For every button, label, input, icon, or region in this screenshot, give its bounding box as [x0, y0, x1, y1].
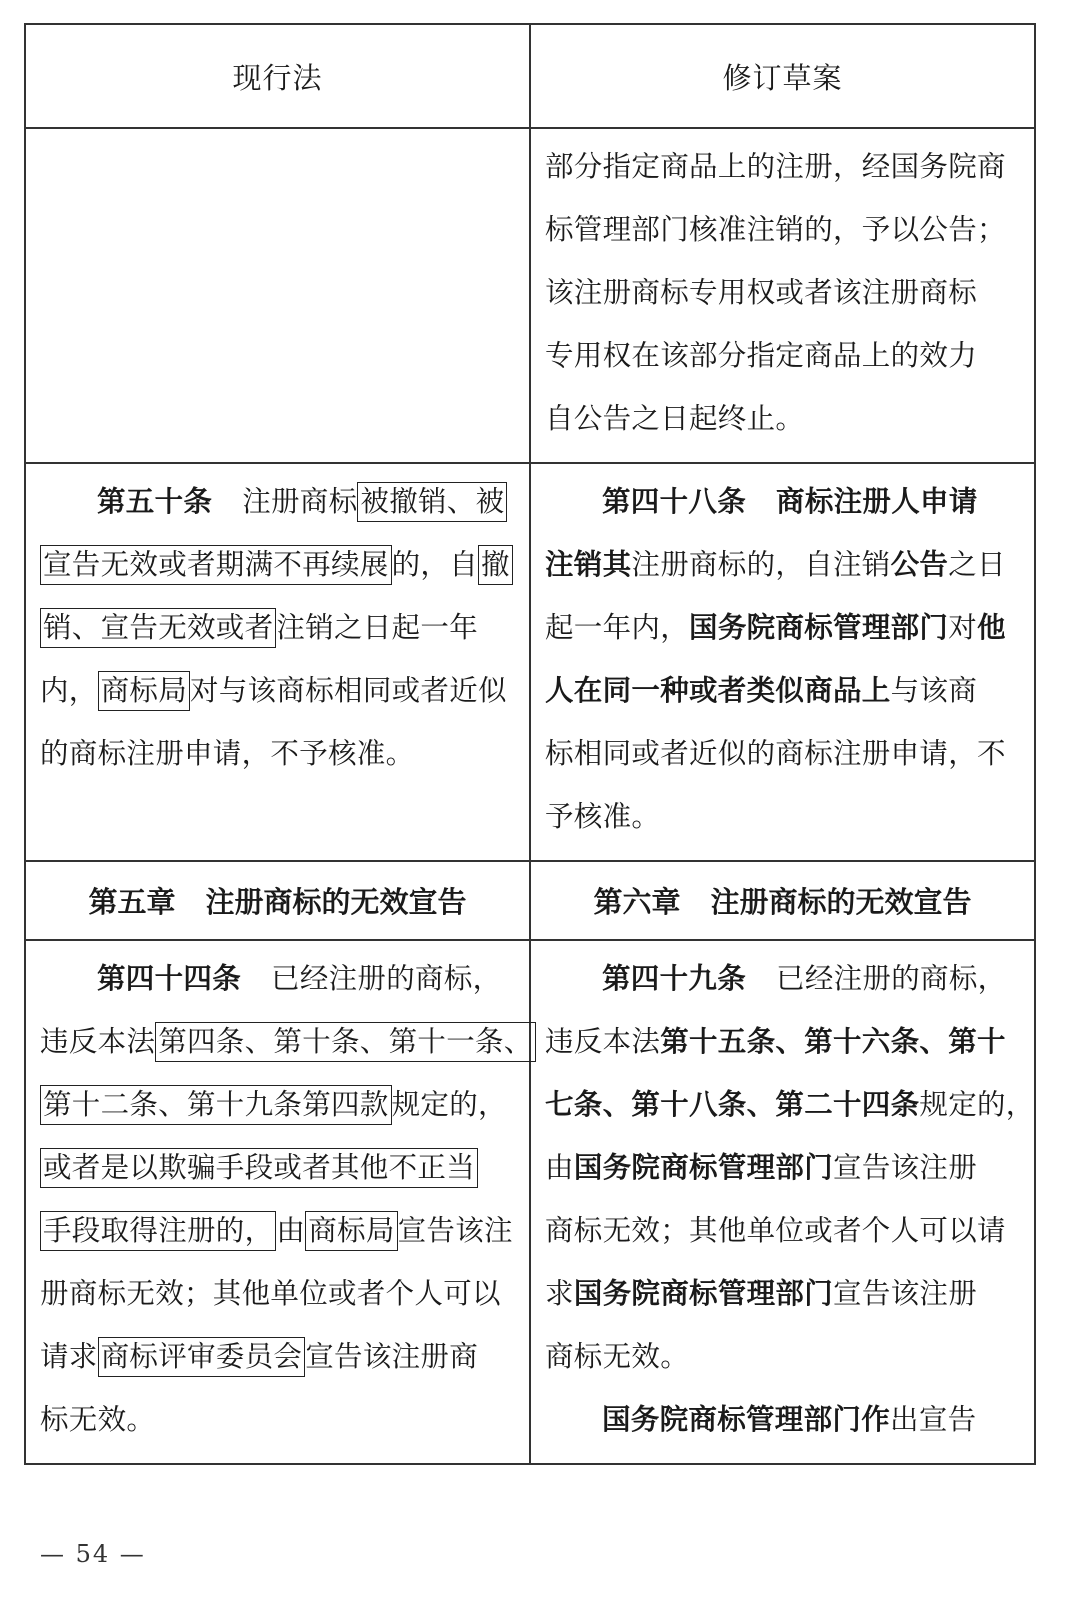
text-line: 该注册商标专用权或者该注册商标 — [545, 276, 978, 309]
table-row — [25, 861, 1035, 940]
table-header-row — [25, 24, 1035, 128]
chapter-heading-current: 第五章 注册商标的无效宣告 — [25, 861, 530, 940]
text-line: 标相同或者近似的商标注册申请，不 — [545, 737, 1006, 770]
cell-draft-article-48 — [530, 463, 1035, 861]
boxed-deleted-text: 撤 — [478, 545, 513, 585]
text-line: 商标无效；其他单位或者个人可以请 — [545, 1214, 1006, 1247]
text-line: 注销其注册商标的，自注销公告之日 — [545, 548, 1006, 581]
text-line: 求国务院商标管理部门宣告该注册 — [545, 1277, 978, 1310]
cell-current-article-50 — [25, 463, 530, 861]
text-line: 销、宣告无效或者 注销之日起一年 — [40, 596, 517, 659]
boxed-deleted-text: 商标评审委员会 — [98, 1337, 306, 1377]
article-number: 第四十四条 — [97, 962, 242, 995]
text-line: 予核准。 — [545, 800, 661, 833]
text-line: 七条、第十八条、第二十四条规定的， — [545, 1088, 1035, 1121]
text-line: 册商标无效；其他单位或者个人可以 — [40, 1277, 501, 1310]
cell-current-empty — [25, 128, 530, 463]
header-current-law: 现行法 — [25, 24, 530, 128]
text-line: 第四十九条 已经注册的商标， — [602, 962, 1007, 995]
table-row — [25, 463, 1035, 861]
text-line: 第十二条、第十九条第四款 规定的， — [40, 1073, 517, 1136]
boxed-deleted-text: 销、宣告无效或者 — [40, 608, 276, 648]
text-line: 人在同一种或者类似商品上与该商 — [545, 674, 978, 707]
text-line: 违反本法第十五条、第十六条、第十 — [545, 1025, 1006, 1058]
boxed-deleted-text: 宣告无效或者期满不再续展 — [40, 545, 392, 585]
text-line: 由国务院商标管理部门宣告该注册 — [545, 1151, 978, 1184]
cell-draft-article-49 — [530, 940, 1035, 1464]
text-line: 自公告之日起终止。 — [545, 402, 805, 435]
boxed-deleted-text: 手段取得注册的， — [40, 1211, 276, 1251]
chapter-heading-draft: 第六章 注册商标的无效宣告 — [530, 861, 1035, 940]
cell-current-article-44 — [25, 940, 533, 1464]
header-revised-draft: 修订草案 — [530, 24, 1035, 128]
text-line: 的商标注册申请，不予核准。 — [40, 737, 415, 770]
text-line: 国务院商标管理部门作出宣告 — [602, 1403, 977, 1436]
text-line: 宣告无效或者期满不再续展 的，自 撤 — [40, 533, 517, 596]
boxed-deleted-text: 或者是以欺骗手段或者其他不正当 — [40, 1148, 478, 1188]
text-line: 标管理部门核准注销的，予以公告； — [545, 213, 1006, 246]
text-line: 违反本法 第四条、第十条、第十一条、 — [40, 1010, 517, 1073]
article-number: 第四十八条 — [602, 485, 747, 518]
cell-draft-continuation — [530, 128, 1035, 463]
page-number: — 54 — — [40, 1540, 146, 1568]
text-line: 部分指定商品上的注册，经国务院商 — [545, 150, 1006, 183]
text-line: 内， 商标局 对与该商标相同或者近似 — [40, 659, 517, 722]
text-line: 商标无效。 — [545, 1340, 690, 1373]
text-line: 手段取得注册的， 由 商标局 宣告该注 — [40, 1199, 517, 1262]
boxed-deleted-text: 被撤销、被 — [357, 482, 507, 522]
text-line: 第四十八条 商标注册人申请 — [602, 485, 978, 518]
text-line: 起一年内，国务院商标管理部门对他 — [545, 611, 1006, 644]
article-number: 第五十条 — [97, 485, 213, 518]
text-line: 第四十四条 已经注册的商标， — [97, 962, 502, 995]
text-line: 专用权在该部分指定商品上的效力 — [545, 339, 978, 372]
boxed-deleted-text: 第十二条、第十九条第四款 — [40, 1085, 392, 1125]
text-line: 第五十条 注册商标 被撤销、被 — [40, 470, 517, 533]
comparison-table — [24, 23, 1036, 1465]
boxed-deleted-text: 第四条、第十条、第十一条、 — [155, 1022, 535, 1062]
boxed-deleted-text: 商标局 — [98, 671, 190, 711]
article-number: 第四十九条 — [602, 962, 747, 995]
text-line — [40, 1136, 517, 1199]
text-line: 请求 商标评审委员会 宣告该注册商 — [40, 1325, 517, 1388]
table-row — [25, 128, 1035, 463]
boxed-deleted-text: 商标局 — [305, 1211, 397, 1251]
text-line: 标无效。 — [40, 1403, 156, 1436]
table-row — [25, 940, 1035, 1464]
